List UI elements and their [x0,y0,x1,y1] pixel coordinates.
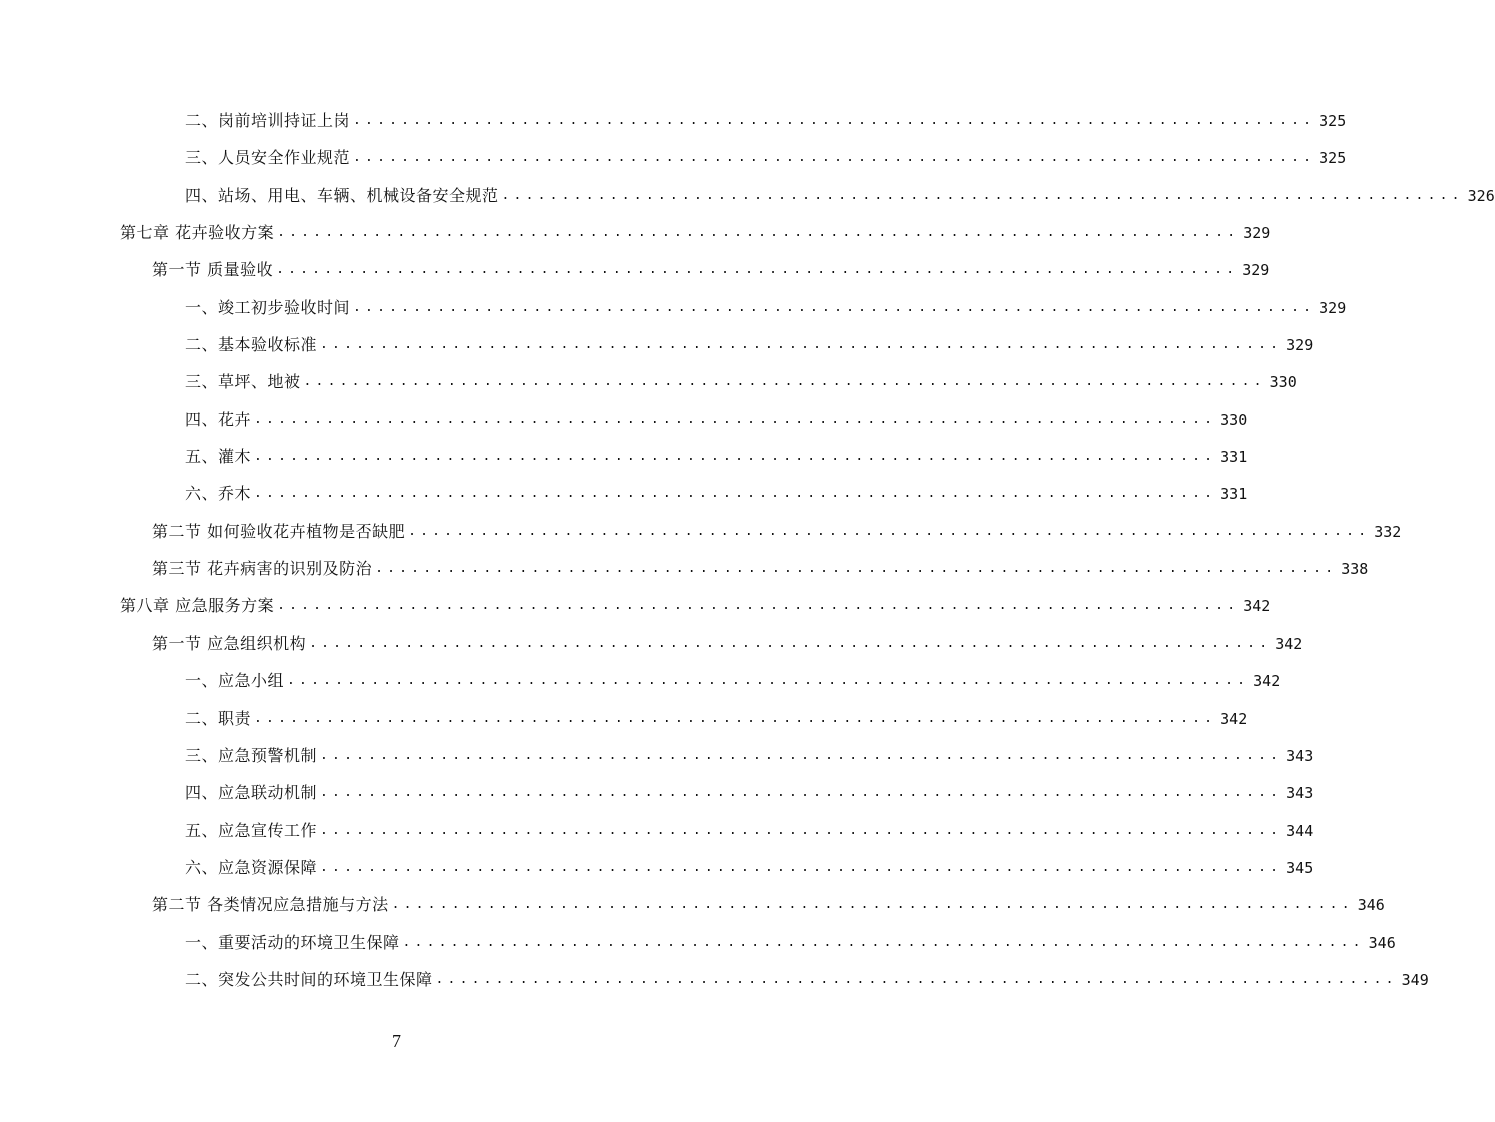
toc-entry[interactable] [0,512,1402,549]
toc-entry[interactable] [0,661,1281,698]
toc-entry-line[interactable] [120,594,1271,616]
toc-entry-title: 一、重要活动的环境卫生保障 [185,932,400,952]
toc-entry-page: 343 [1286,784,1314,803]
toc-dot-leader: ................................................................................ [254,449,1217,465]
toc-entry-line[interactable] [185,333,1314,355]
toc-entry-line[interactable] [185,744,1314,766]
toc-entry[interactable] [0,699,1248,736]
toc-entry[interactable] [0,773,1314,810]
toc-dot-leader: ................................................................................ [254,411,1217,427]
toc-entry[interactable] [0,960,1429,997]
toc-dot-leader: ................................................................................ [353,299,1316,315]
toc-entry-page: 342 [1275,634,1303,653]
toc-entry-line[interactable] [152,258,1270,280]
toc-entry-title: 二、突发公共时间的环境卫生保障 [185,969,433,989]
toc-entry-line[interactable] [185,296,1347,318]
toc-dot-leader: ................................................................................ [287,673,1250,689]
toc-entry-title: 六、乔木 [185,484,252,504]
toc-entry-page: 330 [1269,373,1297,392]
toc-entry-line[interactable] [185,931,1396,953]
toc-dot-leader: ................................................................................ [320,822,1283,838]
toc-entry[interactable] [0,362,1297,399]
toc-entry-page: 330 [1220,410,1248,429]
toc-entry-title: 二、岗前培训持证上岗 [185,111,351,130]
toc-dot-leader: ................................................................................ [391,897,1354,913]
toc-entry-page: 325 [1319,112,1347,130]
toc-entry-line[interactable] [185,184,1495,206]
toc-entry-page: 329 [1242,261,1270,280]
toc-entry-title: 三、人员安全作业规范 [185,148,351,168]
toc-entry-line[interactable] [185,146,1347,168]
toc-entry[interactable] [0,736,1314,773]
toc-entry[interactable] [0,549,1369,586]
toc-entry[interactable] [0,138,1347,175]
toc-entry-line[interactable] [185,370,1297,392]
toc-entry[interactable] [0,213,1271,250]
toc-entry-title: 二、基本验收标准 [185,335,318,355]
toc-dot-leader: ................................................................................ [402,934,1365,950]
toc-dot-leader: ................................................................................ [277,225,1240,241]
toc-entry-page: 346 [1357,896,1385,915]
toc-entry-page: 329 [1286,336,1314,355]
toc-dot-leader: ................................................................................ [309,635,1272,651]
toc-dot-leader: ................................................................................ [435,971,1398,987]
toc-dot-leader: ................................................................................ [277,598,1240,614]
toc-entry[interactable] [0,624,1303,661]
toc-entry-page: 338 [1341,560,1369,579]
toc-entry[interactable] [0,923,1396,960]
toc-entry-page: 332 [1374,522,1402,541]
toc-entry-title: 第三节 花卉病害的识别及防治 [152,559,373,579]
toc-entry-line[interactable] [185,707,1248,729]
toc-dot-leader: ................................................................................ [353,150,1316,166]
toc-dot-leader: ................................................................................ [353,113,1316,128]
toc-entry-title: 一、应急小组 [185,671,285,691]
toc-entry-page: 331 [1220,448,1248,467]
toc-dot-leader: ................................................................................ [320,337,1283,353]
toc-entry-title: 第二节 如何验收花卉植物是否缺肥 [152,521,406,541]
toc-dot-leader: ................................................................................ [501,187,1464,203]
toc-entry-line[interactable] [185,445,1248,467]
toc-entry[interactable] [0,176,1495,213]
toc-entry-page: 331 [1220,485,1248,504]
toc-entry-line[interactable] [185,109,1347,131]
toc-entry[interactable] [0,586,1271,623]
toc-entry-title: 第一节 质量验收 [152,260,274,280]
toc-entry[interactable] [0,288,1347,325]
toc-entry-title: 二、职责 [185,708,252,728]
toc-entry-line[interactable] [185,819,1314,841]
toc-entry-page: 329 [1243,224,1271,243]
toc-entry-page: 349 [1401,970,1429,989]
toc-entry-title: 四、应急联动机制 [185,783,318,803]
toc-entry[interactable] [0,437,1248,474]
toc-entry-line[interactable] [152,632,1303,654]
toc-entry-title: 一、竣工初步验收时间 [185,297,351,317]
toc-dot-leader: ................................................................................ [320,785,1283,801]
toc-entry-title: 第二节 各类情况应急措施与方法 [152,895,389,915]
table-of-contents [0,101,1495,997]
toc-entry-title: 第一节 应急组织机构 [152,633,307,653]
toc-entry-page: 342 [1253,672,1281,691]
toc-dot-leader: ................................................................................ [254,486,1217,502]
toc-dot-leader: ................................................................................ [303,374,1266,390]
toc-entry-line[interactable] [120,221,1271,243]
toc-entry[interactable] [0,400,1248,437]
toc-entry[interactable] [0,474,1248,511]
toc-entry-line[interactable] [185,482,1248,504]
toc-entry-line[interactable] [185,968,1429,990]
toc-entry[interactable] [0,250,1270,287]
toc-entry-title: 三、草坪、地被 [185,372,301,392]
toc-entry[interactable] [0,325,1314,362]
page-number: 7 [392,1031,401,1051]
toc-entry-line[interactable] [152,893,1385,915]
toc-entry[interactable] [0,101,1347,138]
toc-entry-title: 第七章 花卉验收方案 [120,223,275,243]
toc-entry-page: 344 [1286,821,1314,840]
toc-dot-leader: ................................................................................ [408,523,1371,539]
toc-entry-title: 六、应急资源保障 [185,857,318,877]
toc-entry-line[interactable] [185,781,1314,803]
toc-entry[interactable] [0,811,1314,848]
toc-entry-line[interactable] [185,408,1248,430]
toc-entry-title: 第八章 应急服务方案 [120,596,275,616]
toc-entry[interactable] [0,848,1314,885]
toc-dot-leader: ................................................................................ [320,859,1283,875]
toc-dot-leader: ................................................................................ [276,262,1239,278]
toc-entry-page: 343 [1286,746,1314,765]
toc-entry-page: 329 [1319,298,1347,317]
toc-entry-line[interactable] [152,520,1402,542]
toc-entry-page: 342 [1243,597,1271,616]
toc-entry-title: 四、站场、用电、车辆、机械设备安全规范 [185,185,499,205]
toc-entry-page: 345 [1286,858,1314,877]
toc-entry-title: 五、应急宣传工作 [185,820,318,840]
toc-dot-leader: ................................................................................ [254,710,1217,726]
toc-entry[interactable] [0,885,1385,922]
toc-entry-title: 四、花卉 [185,409,252,429]
toc-entry-line[interactable] [185,856,1314,878]
toc-entry-title: 三、应急预警机制 [185,745,318,765]
toc-dot-leader: ................................................................................ [375,561,1338,577]
toc-entry-line[interactable] [185,669,1281,691]
toc-entry-page: 346 [1368,933,1396,952]
toc-entry-page: 326 [1467,186,1495,205]
toc-entry-line[interactable] [152,557,1369,579]
toc-dot-leader: ................................................................................ [320,747,1283,763]
toc-entry-page: 325 [1319,149,1347,168]
toc-entry-title: 五、灌木 [185,447,252,467]
toc-entry-page: 342 [1220,709,1248,728]
